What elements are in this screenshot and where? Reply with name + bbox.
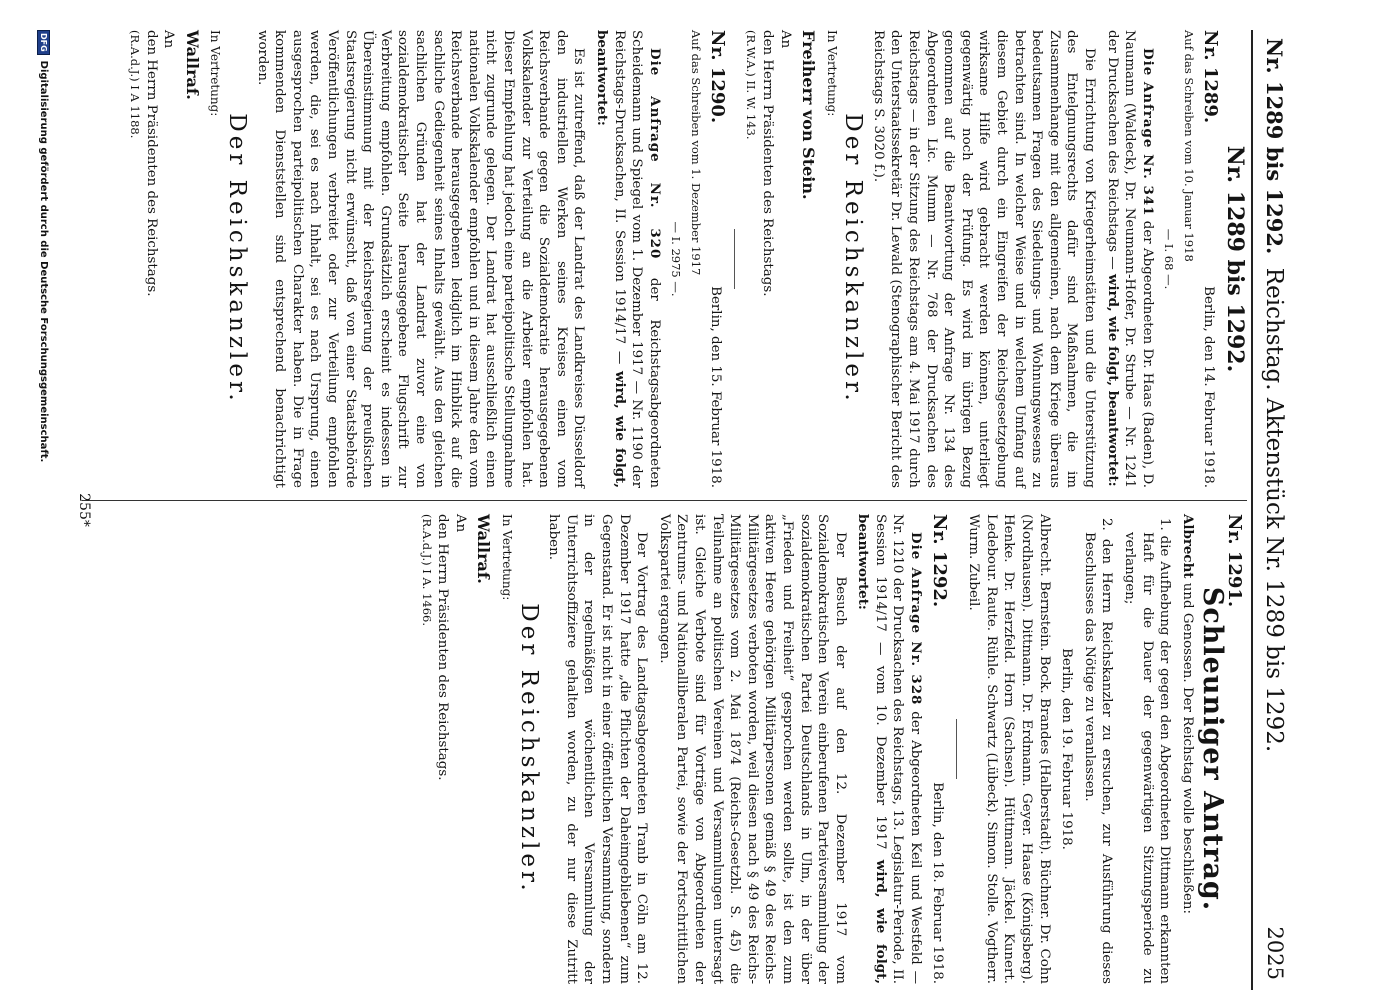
inquiry-text: der Abgeordneten Dr. Haas (Baden), D. Naumann (Waldeck), Dr. Neumann-Hofer, Dr. Strube — Nr. 1241 der Drucksachen des Reichstags — (1104, 30, 1155, 488)
item-paragraph: Die Errichtung von Kriegerheimstätten und die Unterstützung des Entelgnungsrechts dafür sind Maßnahmen, die im Zusammenhange mit den allgemeinen, nach dem Kriege überaus bedeutsamen Fragen des Siedelungs- und Wohnungswesens zu betrachten sind. In welcher Weise und in welchem Umfang auf diesem Gebiet durch ein Eingreifen der Reichsgesetzgebung wirksame Hilfe wird gebracht werden können, unterliegt gegenwärtig noch der Prüfung. Es wird im übrigen Bezug genommen auf die Beantwortung der Anfrage Nr. 134 des Abgeordneten Lic. Mumm — Nr. 768 der Drucksachen des Reichstags — in der Sitzung des Reichstags am 4. Mai 1917 durch den Unterstaatssekretär Dr. Lewald (Stenographischer Bericht des Reichstags S. 3020 f.). (870, 30, 1098, 488)
inquiry-title: Die Anfrage Nr. 341 (1139, 48, 1156, 217)
item-1291 (956, 514, 1243, 984)
answer-phrase: wird, wie folgt, beantwortet: (855, 514, 889, 985)
item-paragraph (592, 30, 662, 488)
item-1289 (734, 30, 1222, 488)
addressee-name: den Herrn Präsidenten des Reichstags. (435, 514, 451, 781)
item-paragraph (854, 514, 924, 984)
item-1290 (127, 30, 729, 489)
right-column (414, 514, 1247, 984)
addressee-an: An (161, 30, 177, 49)
separator (956, 719, 957, 779)
item-1289-header (1200, 30, 1220, 488)
signatories: Albrecht. Bernstein. Bock. Brandes (Halberstadt). Büchner. Dr. Cohn (Nordhausen). Dittmann. Dr. Erdmann. Geyer. Haase (Königsberg). Henke. Dr. Herzfeld. Horn (Sachsen). Hüttmann. Jäckel. Kunert. Ledebour. Raute. Rühle. Schwartz (Lübeck). Simon. Stolle. Vogtherr. Wurm. Zubeil. (966, 514, 1052, 984)
motion-intro (1178, 514, 1196, 984)
item-number: Nr. 1290. (707, 30, 729, 124)
file-ref: (R.A.d.J.) I A 1188. (128, 30, 143, 139)
signature-name: Freiherr von Stein. (799, 30, 819, 200)
item-1292-header (928, 514, 948, 984)
header-rule (1251, 30, 1253, 990)
item-date: Berlin, den 18. Februar 1918. (929, 782, 945, 984)
file-ref: (R.W.A.) II. W. 143. (744, 30, 759, 140)
item-number: Nr. 1292. (928, 514, 950, 608)
addressee-an: An (777, 30, 793, 49)
left-column (122, 30, 1247, 488)
digitization-credit (33, 30, 55, 462)
page-header (1259, 30, 1287, 990)
section-heading: Nr. 1289 bis 1292. (1222, 145, 1248, 373)
inquiry-text: der Abgeordneten Keil und Westfeld — Nr. 1210 der Drucksachen des Reichstags, 13. Legislatur-Periode, II. Session 1914/17 — vom 10. Dezember 1917 (872, 514, 924, 984)
addressee (142, 30, 177, 488)
signature-title: Der Reichskanzler. (515, 603, 542, 895)
inquiry-text: der Reichstagsabgeordneten Scheidemann und Spiegel vom 1. Dezember 1917 — Nr. 1190 der Reichstags-Drucksachen, II. Session 1914/17 — (611, 30, 662, 488)
header-page-number: 2025 (1263, 926, 1287, 980)
item-number: Nr. 1291. (1224, 514, 1245, 608)
item-ref-number: — I. 68 —. (1161, 228, 1176, 290)
signature-name: Wallraf. (474, 514, 494, 584)
signature-title: Der Reichskanzler. (840, 113, 867, 405)
signature-role: In Vertretung: (208, 30, 223, 117)
item-date: Berlin, den 19. Februar 1918. (1059, 648, 1075, 850)
item-number: Nr. 1289. (1200, 30, 1222, 124)
item-date: Berlin, den 14. Februar 1918. (1201, 286, 1217, 488)
dfg-logo-icon: DFG (38, 30, 51, 55)
motion-item: 2. den Herrn Reichskanzler zu ersuchen, zur Ausführung dieses Beschlusses das Nötige zu veranlassen. (1081, 518, 1115, 984)
column-divider (82, 500, 1247, 501)
motion-title: Schleuniger Antrag. (1197, 586, 1229, 912)
motion-author: Albrecht (1179, 514, 1196, 579)
item-ref: Auf das Schreiben vom 10. Januar 1918 (1181, 30, 1196, 262)
item-ref: Auf das Schreiben vom 1. Dezember 1917 (688, 30, 703, 276)
item-paragraph: Der Besuch der auf den 12. Dezember 1917 vom Sozialdemokratischen Verein einberufenen Parteiversammlung der sozialdemokratischen Partei Deutschlands in Ulm, in der über „Frieden und Freiheit“ gesprochen werden sollte, ist den zum aktiven Heere gehörigen Militärpersonen gemäß § 49 des Reichs-Militärgesetzes verboten worden, weil diesen nach § 49 des Reichs-Militärgesetzes vom 2. Mai 1874 (Reichs-Gesetzbl. S. 45) die Teilnahme an politischen Vereinen und Versammlungen untersagt ist. Gleiche Verbote sind für Vorträge von Abgeordneten der Zentrums- und Nationalliberalen Partei, sowie der Fortschrittlichen Volkspartei ergangen. (656, 514, 848, 984)
answer-phrase: wird, wie folgt, beantwortet: (593, 30, 628, 489)
signature-title: Der Reichskanzler. (224, 113, 251, 405)
header-left: Nr. 1289 bis 1292. (1262, 38, 1287, 255)
signature-role: In Vertretung: (824, 30, 839, 117)
addressee-name: den Herrn Präsidenten des Reichstags. (143, 30, 159, 297)
inquiry-title: Die Anfrage Nr. 320 (646, 48, 663, 260)
addressee-an: An (452, 514, 468, 533)
item-date: Berlin, den 15. Februar 1918. (708, 286, 724, 488)
document-page (17, 30, 1287, 990)
item-1291-header (1225, 514, 1243, 984)
page-footer: 255* (76, 493, 92, 527)
motion-item: 1. die Aufhebung der gegen den Abgeordneten Dittmann erkannten Haft für die Dauer der gegenwärtigen Sitzungsperiode zu verlangen; (1122, 518, 1173, 984)
signature-role: In Vertretung: (500, 514, 515, 601)
item-1292 (419, 514, 948, 984)
file-ref: (R.A.d.J.) I A. 1466. (419, 514, 434, 627)
addressee (434, 514, 469, 984)
answer-phrase: wird, wie folgt, beantwortet: (1104, 273, 1121, 487)
inquiry-title: Die Anfrage Nr. 328 (908, 532, 925, 706)
item-paragraph: Es ist zutreffend, daß der Landrat des Landkreises Düsseldorf den industriellen Werken seines Kreises einen vom Reichsverbande gegen die Sozialdemokratie herausgegebenen Volkskalender zur Verteilung an die Arbeiter empfohlen hat. Dieser Empfehlung hat jedoch eine parteipolitische Stellungnahme nicht zugrunde gelegen. Der Landrat hat ausschließlich einen nationalen Volkskalender empfohlen und in diesem Jahre den vom Reichsverbande herausgegebenen lediglich im Hinblick auf die sachliche Gediegenheit seines Inhalts gewählt. Aus den gleichen sachlichen Gründen hat der Landrat zuvor eine von sozialdemokratischer Seite herausgegebene Flugschrift zur Verbreitung empfohlen. Grundsätzlich erscheint es indessen in Übereinstimmung mit der Reichsregierung der preußischen Staatsregierung nicht erwünscht, daß von einer Staatsbehörde Veröffentlichungen verbreitet oder zur Verteilung empfohlen werden, die, sei es nach Inhalt, sei es nach Ursprung, einen ausgesprochen parteipolitischen Charakter haben. Die in Frage kommenden Dienststellen sind entsprechend benachrichtigt worden. (254, 30, 587, 488)
item-paragraph (1103, 30, 1156, 488)
signature-name: Wallraf. (182, 30, 202, 100)
item-1290-header (707, 30, 727, 488)
credit-text: Digitalisierung gefördert durch die Deutsche Forschungsgemeinschaft. (38, 60, 50, 463)
header-title: Reichstag. Aktenstück Nr. 1289 bis 1292. (1261, 267, 1287, 753)
addressee (758, 30, 793, 488)
separator (734, 229, 735, 289)
item-ref-number: — I. 2975 —. (668, 221, 683, 297)
motion-intro-text: und Genossen. Der Reichstag wolle beschließen: (1179, 578, 1195, 914)
item-paragraph: Der Vortrag des Landtagsabgeordneten Tranb in Cöln am 12. Dezember 1917 hatte „die Pflichten der Daheimgebliebenen“ zum Gegenstand. Er ist nicht in einer öffentlichen Versammlung, sondern in der regelmäßigen wöchentlichen Versammlung der Unterrichtsoffiziere gehalten worden, zu der nur diese Zutritt haben. (546, 514, 650, 984)
addressee-name: den Herrn Präsidenten des Reichstags. (759, 30, 775, 297)
